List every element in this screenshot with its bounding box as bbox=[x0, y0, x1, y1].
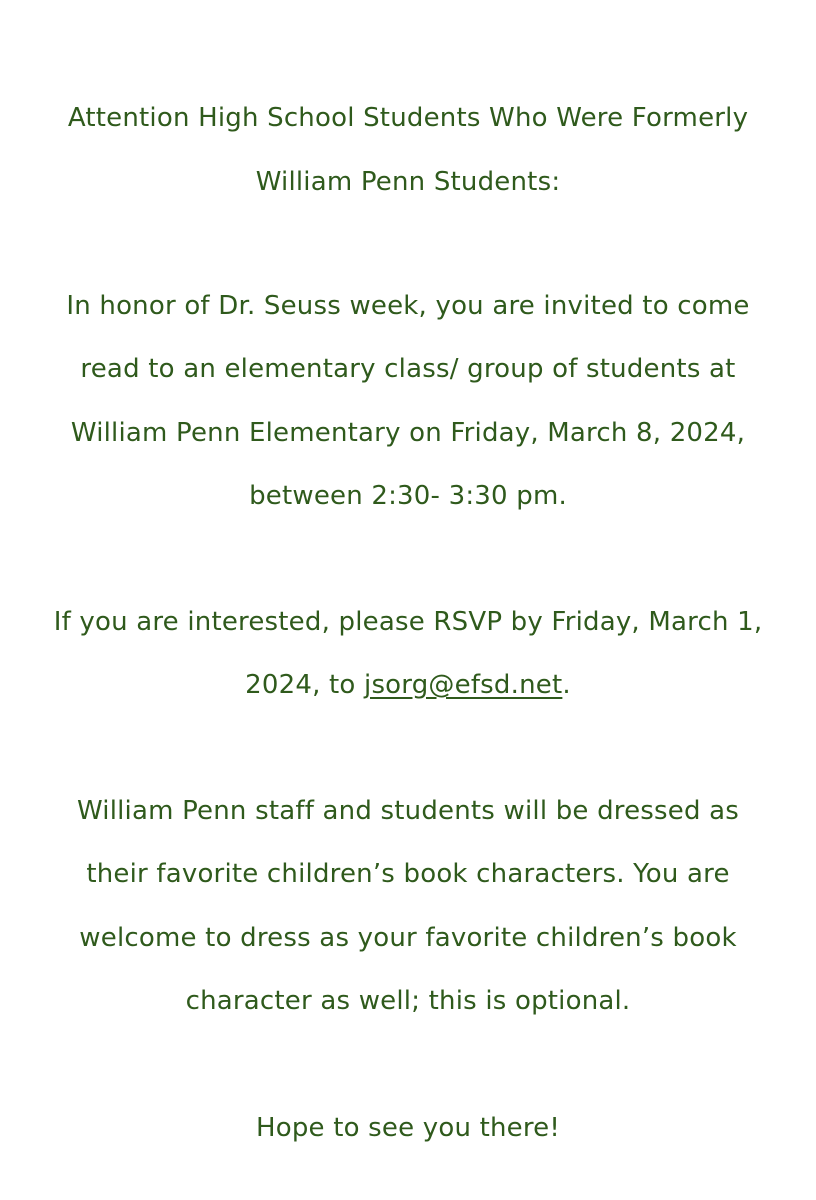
rsvp-line-2 bbox=[0, 669, 816, 701]
invitation-line-2: read to an elementary class/ group of students at bbox=[80, 354, 736, 384]
invitation-line-1: In honor of Dr. Seuss week, you are invited to come bbox=[66, 291, 750, 321]
rsvp-suffix: . bbox=[562, 670, 571, 700]
dress-line-2: their favorite children’s book characters. You are bbox=[86, 859, 730, 889]
dress-line-4: character as well; this is optional. bbox=[185, 986, 631, 1016]
heading-line-1: Attention High School Students Who Were Formerly bbox=[67, 103, 749, 133]
closing-line: Hope to see you there! bbox=[255, 1113, 561, 1143]
rsvp-prefix: 2024, to bbox=[245, 670, 365, 700]
rsvp-email-link[interactable]: jsorg@efsd.net bbox=[364, 670, 563, 700]
invitation-line-4: between 2:30- 3:30 pm. bbox=[249, 481, 567, 511]
dress-line-3: welcome to dress as your favorite children’s book bbox=[79, 923, 737, 953]
dress-line-1: William Penn staff and students will be dressed as bbox=[76, 796, 740, 826]
rsvp-line-1: If you are interested, please RSVP by Friday, March 1, bbox=[53, 607, 763, 637]
heading-line-2: William Penn Students: bbox=[255, 167, 561, 197]
invitation-line-3: William Penn Elementary on Friday, March 8, 2024, bbox=[70, 418, 746, 448]
